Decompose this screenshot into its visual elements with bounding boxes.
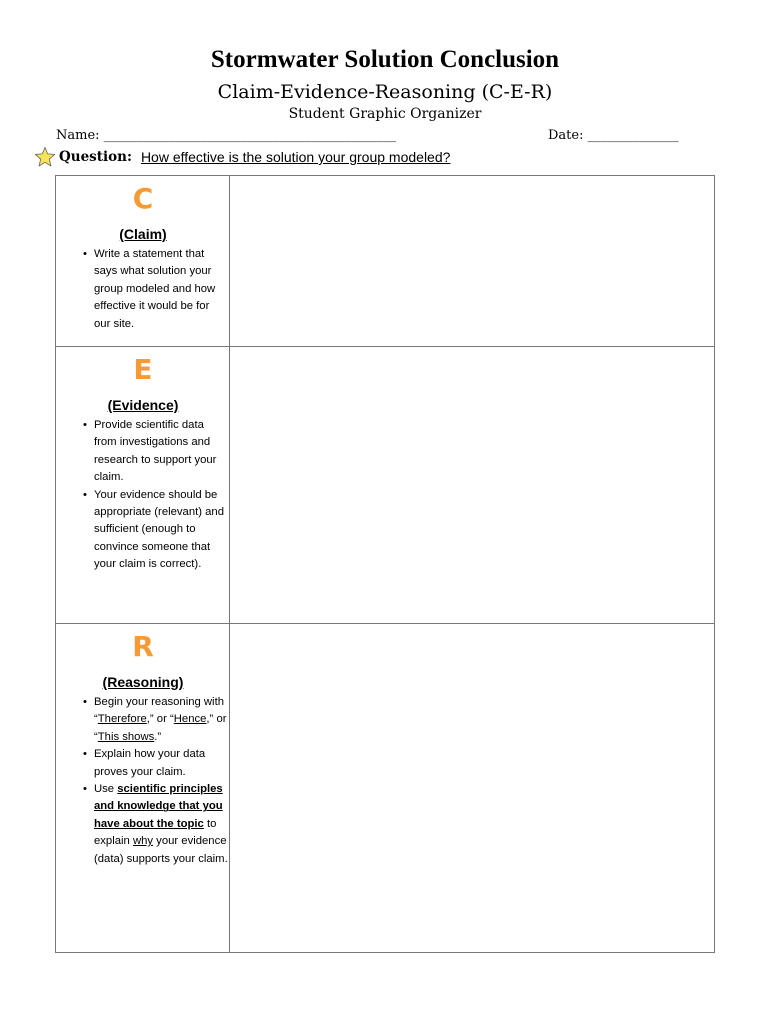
question-row [34,146,450,168]
text-run: Begin your reasoning with “ [94,696,224,726]
claim-instructions-cell [56,176,230,346]
question-label: Question: [59,149,132,165]
text-run: Use [94,783,118,796]
text-run: Therefore [97,713,147,726]
text-run: to explain [94,817,217,848]
evidence-instructions-cell [56,347,230,623]
text-run: why [132,835,154,848]
claim-heading: (Claim) [119,226,167,242]
text-run: This shows [97,730,155,743]
list-item [80,417,228,487]
list-item [80,746,228,781]
list-item [80,781,228,868]
claim-response-area[interactable] [230,176,714,346]
reasoning-response-area[interactable] [230,624,714,952]
claim-bullets [80,246,228,333]
reasoning-instructions-cell [56,624,230,952]
reasoning-heading: (Reasoning) [102,674,184,690]
page-subsubtitle: Student Graphic Organizer [288,106,482,122]
date-field[interactable]: Date: ______________ [548,128,679,143]
evidence-bullet-text: Provide scientific data from investigations and research to support your claim. [94,419,217,484]
list-item [80,487,228,574]
evidence-row [56,347,714,624]
claim-letter: C [132,182,154,215]
star-icon [34,146,56,168]
text-run: Hence [173,713,207,726]
page-subtitle: Claim-Evidence-Reasoning (C-E-R) [217,81,553,103]
list-item [80,694,228,746]
evidence-bullet-text: Your evidence should be appropriate (relevant) and sufficient (enough to convince someone that your claim is correct). [94,488,224,571]
page-title: Stormwater Solution Conclusion [210,46,560,73]
text-run: .” [154,730,162,743]
text-run: ,” or “ [94,713,227,743]
text-run: your evidence (data) supports your claim. [94,835,228,865]
reasoning-bullets [80,694,228,868]
evidence-heading: (Evidence) [107,397,179,413]
evidence-bullets [80,417,228,574]
text-run: Explain how your data proves your claim. [94,748,206,778]
name-field[interactable]: Name: _____________________________________________ [56,128,397,143]
text-run: ,” or “ [146,713,174,726]
list-item [80,246,228,333]
question-text: How effective is the solution your group modeled? [140,149,451,165]
text-run: scientific principles and knowledge that you have about the topic [94,783,223,830]
cer-table [55,175,715,953]
evidence-response-area[interactable] [230,347,714,623]
evidence-letter: E [133,353,153,386]
reasoning-letter: R [132,630,154,663]
claim-row [56,176,714,347]
reasoning-row [56,624,714,952]
claim-bullet-text: Write a statement that says what solution your group modeled and how effective it would be for our site. [94,248,216,330]
